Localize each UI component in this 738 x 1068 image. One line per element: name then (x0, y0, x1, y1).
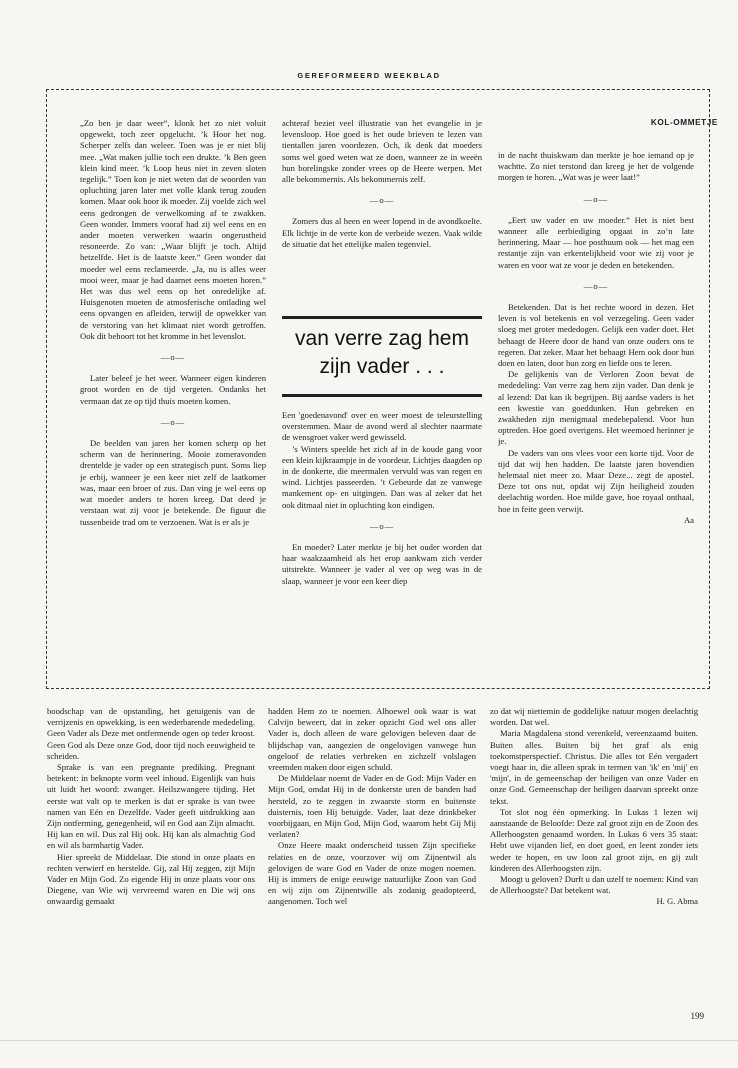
paragraph: De beelden van jaren her komen scherp op het scherm van de herinnering. Mooie zomeravonden drentelde je vader op een strategisch punt. Soms liep je erbij, wanneer je een keer niet zelf de laatkomer was, maar een broer of zus. Dan ving je wel eens op wat moeder anders te horen kreeg. Dat deed je verstaan wat zij voor je betekende. De figuur die tussenbeide trad om te verzoenen. Wat is er als je (80, 438, 266, 527)
signature: Aa (683, 514, 694, 525)
paragraph: Zomers dus al heen en weer lopend in de avondkoelte. Elk lichtje in de verte kon de verbeide wezen. Vaak wilde de situatie dat het ettelijke malen tegenviel. (282, 216, 482, 249)
paragraph: Moogt u geloven? Durft u dan uzelf te noemen: Kind van de Allerhoogste? Dat betekent wat. (490, 874, 698, 896)
paragraph: „Zo ben je daar weer”, klonk het zo niet voluit opgewekt, toch zeer opgelucht. ’k Hoor het nog. Scherper zelfs dan weleer. Toen was je er niet blij mee. „Wat maken jullie toch een drukte. ’k Ben geen klein kind meer. ’k Loop heus niet in zeven sloten tegelijk.” Toen kon je niet weten dat de woorden van opluchting jaren later met volle klank terug zouden komen. Maar ook hoor ik moeder. Zij voelde zich wel eens gedrongen de verwelkoming af te zwakken. Geen wonder. Immers vooraf had zij wel eens en en ander moeten verwerken waarin ongerustheid resoneerde. Zo van: „Waar blijft je toch. Altijd hetzelfde. Het is de laatste keer.” Geen wonder dat moeder wel eens reclameerde. „Ja, nu is alles weer mooi weer, maar je had daarnet eens moeten horen.” Het was dus wel eens op het onredelijke af. Huisgenoten moeten de atmosferische ontlading wel eens opvangen en afleiden, terwijl de opwekker van de verstoring van het klimaat niet wordt getroffen. Ook dit behoort tot het kromme in het levenslot. (80, 118, 266, 341)
box-column-3 (498, 150, 694, 678)
paragraph: ’s Winters speelde het zich af in de koude gang voor een klein kijkraampje in de voordeur. Lichtjes daagden op in de donkerte, die meermalen vervuld was van regen en wind. Lichtjes passeerden. ’t Gebeurde dat ze vanwege mankement op- en uitgingen. Dan was al zeker dat het ook ditmaal niet in opluchting kon eindigen. (282, 443, 482, 510)
paragraph: zo dat wij niettemin de goddelijke natuur mogen deelachtig worden. Dat wel. (490, 706, 698, 728)
headline-rule-bottom (282, 394, 482, 397)
running-header: GEREFORMEERD WEEKBLAD (297, 71, 441, 80)
lower-column-2 (268, 706, 476, 1006)
paragraph: „Eert uw vader en uw moeder.” Het is niet best wanneer alle eerbiediging opgaat in zo’n late herinnering. Maar — hoe posthuum ook — het mag een restantje zijn van erkentelijkheid voor wie zij voor je waren en voor wat ze voor je deden en betekenden. (498, 214, 694, 270)
box-column-2-bottom (282, 410, 482, 676)
headline: van verre zag hem zijn vader . . . (295, 327, 469, 378)
paragraph: Tot slot nog één opmerking. In Lukas 1 lezen wij aanstaande de Beloofde: Deze zal groot zijn en de Zoon des Allerhoogsten genaamd worden. In Lukas 6 vers 35 staat: Hebt uwe vijanden lief, en doet goed, en leent zonder iets weder te hopen, en uw loon zal groot zijn, en gij zult kinderen des Allerhoogsten zijn. (490, 806, 698, 873)
paragraph: De Middelaar noemt de Vader en de God: Mijn Vader en Mijn God, omdat Hij in de donkerste uren de banden had hersteld, zo te zeggen in zwaarste storm en buitenste duisternis, toen Hij betuigde. Vader, laat deze drinkbeker voorbijgaan, en Mijn God, Mijn God, waarom hebt Gij Mij verlaten? (268, 773, 476, 840)
paragraph: achteraf beziet veel illustratie van het evangelie in je levensloop. Hoe goed is het oude brieven te lezen van tientallen jaren voordezen. Och, ik denk dat moeders soms wel goed weten wat ze doen, wanneer ze in weeën hun borelingske zonder vrees op de Heere werpen. Met alle bekommernis. Als bekommernis zelf. (282, 118, 482, 185)
separator: —o— (160, 352, 186, 363)
paragraph: Maria Magdalena stond verenkeld, vereenzaamd buiten. Buiten alles. Buiten bij het graf als enig toekomstperspectief. Christus. Die alles tot Eén vergadert voegt haar in, die alleen sprak in termen van 'ik' en 'mij' en 'mijn', in de gemeenschap der heiligen van onze Vader en onze God. Gemeenschap der heiligen daarvan spreekt onze tekst. (490, 728, 698, 806)
separator: —o— (160, 416, 186, 427)
paragraph: Een 'goedenavond' over en weer moest de teleurstelling overstemmen. Maar de avond werd al slechter naarmate de wensgroet vaker werd gewisseld. (282, 410, 482, 443)
column-label: KOL-OMMETJE (650, 118, 718, 127)
paragraph: Later beleef je het weer. Wanneer eigen kinderen groot worden en de tijd vergeten. Ondanks het vermaan dat ze op tijd thuis moeten komen. (80, 373, 266, 406)
headline-rule-top (282, 316, 482, 319)
paragraph: Hier spreekt de Middelaar. Die stond in onze plaats en rechten verwierf en herstelde. Gij, zal Hij zeggen, zijt Mijn Vader en Mijn God. Zo eigende Hij in onze plaats voor ons Diegene, van Wie wij vervreemd waren en Die wij ons onwaardig gemaakt (47, 851, 255, 907)
paragraph: boodschap van de opstanding, het getuigenis van de verrijzenis en opwekking, is een wederbarende mededeling. Geen Vader als Deze met ontfermende ogen op teder kroost. Geen God als Deze onze God, door tijd noch eeuwigheid te scheiden. (47, 706, 255, 761)
paragraph: En moeder? Later merkte je bij het ouder worden dat haar waakzaamheid als het erop aankwam zich verder uitstrekte. Wanneer je vader al ver op weg was in de slaap, wanneer je voor een keer diep (282, 542, 482, 586)
paragraph: hadden Hem zo te noemen. Alhoewel ook waar is wat Calvijn beweert, dat in zeker opzicht God wel ons aller Vader is, doch alleen de ware gelovigen beleven daar de blijdschap van, aangezien de ongelovigen vanwege hun ongeloof de relaties verbreken en zichzelf volslagen vreemden maken door eigen schuld. (268, 706, 476, 773)
signature-row (490, 896, 698, 907)
separator: —o— (583, 193, 609, 204)
lower-column-3 (490, 706, 698, 1006)
box-column-2-top (282, 118, 482, 306)
separator: —o— (369, 195, 395, 206)
separator: —o— (369, 520, 395, 531)
bottom-rule (0, 1040, 738, 1041)
signature-row (498, 515, 694, 526)
paragraph: Betekenden. Dat is het rechte woord in dezen. Het leven is vol betekenis en vol verzegeling. Geen vader sloeg met groter mededogen. Gelijk een vader doet. Het behaagt de Heere door de hand van onze ouders ons te regeren. Dat zeker. Maar het behaagt Hem ook door hun doen en laten, door hun zorg en liefde ons te leren. (498, 302, 694, 369)
paragraph: De vaders van ons vlees voor een korte tijd. Voor de tijd dat wij hen hadden. De laatste jaren bovendien helemaal niet meer zo. Maar Deze... zegt de apostel. Deze tot ons nut, opdat wij Zijn heiligheid zouden deelachtig worden. Hoe milde gave, hoe royaal onthaal, hoe in feite geen verwijt. (498, 447, 694, 514)
signature: H. G. Abma (656, 896, 698, 907)
separator: —o— (583, 280, 609, 291)
paragraph: De gelijkenis van de Verloren Zoon bevat de mededeling: Van verre zag hem zijn vader. Dan denk je al lezend: Dat kan ik begrijpen. Bij aardse vaders is het een kwestie van goeddunken. Hun gebreken en zwakheden zijn menigmaal medebepalend. Voor hun optreden. Hoe goed overigens. Het weemoed herinner je je. (498, 369, 694, 447)
box-column-1 (80, 118, 266, 676)
paragraph: Sprake is van een pregnante prediking. Pregnant betekent: in beknopte vorm veel inhoud. Eigenlijk van huis uit luidt het woord: zwanger. Heilszwangere tijding. Het eerste wat valt op te merken is dat er sprake is van twee namen van Eén en Dezelfde. Vader geeft uitdrukking aan Zijn ontferming, genegenheid, wil en God aan Zijn almacht. Hij kan en wil. Dus zal Hij ook. Hij kan als almachtig God en wil als barmhartig Vader. (47, 762, 255, 851)
page-number: 199 (690, 1011, 704, 1021)
paragraph: in de nacht thuiskwam dan merkte je hoe iemand op je wachtte. Zo niet terstond dan kreeg je het de volgende morgen te horen. „Wat was je weer laat!” (498, 150, 694, 183)
lower-column-1 (47, 706, 255, 1006)
paragraph: Onze Heere maakt onderscheid tussen Zijn specifieke relaties en de onze, voorzover wij om Zijnentwil als gelovigen de ware God en Vader de onze mogen noemen. Hij is immers de enige eeuwige natuurlijke Zoon van God en wij zijn om Zijnentwille als zodanig geadopteerd, aangenomen. Toch wel (268, 840, 476, 907)
